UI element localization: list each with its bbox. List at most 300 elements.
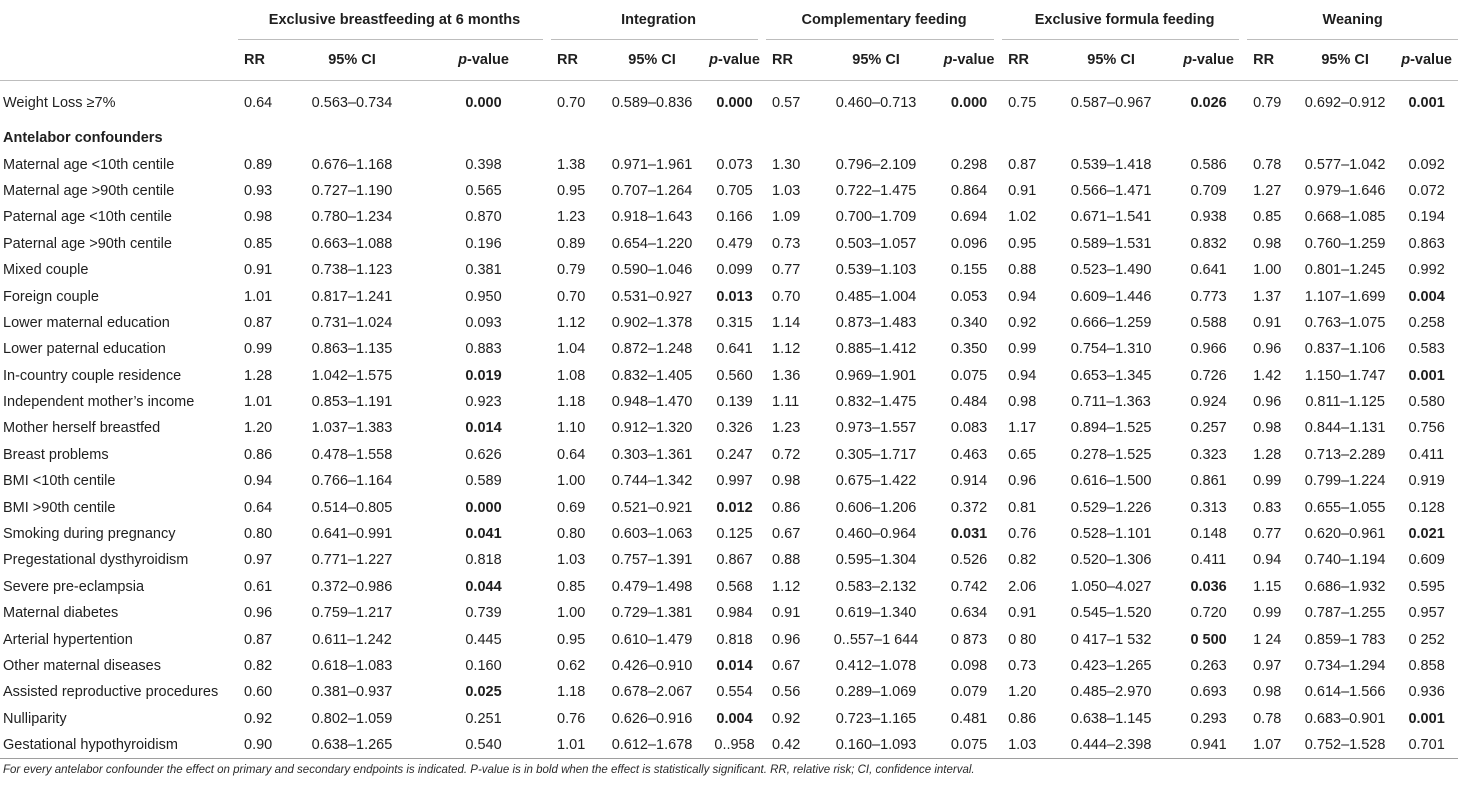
p-value-header	[936, 40, 1002, 81]
rr-cell: 0.87	[244, 631, 273, 648]
rr-cell: 0.64	[244, 499, 273, 516]
ci-cell: 0.713–2.289	[1304, 446, 1386, 463]
rr-cell: 0.95	[557, 182, 586, 199]
ci-header: 95% CI	[601, 40, 703, 81]
ci-cell: 0.521–0.921	[611, 499, 693, 516]
ci-cell: 0.799–1.224	[1304, 473, 1386, 490]
rr-cell: 1.01	[244, 288, 273, 305]
rr-cell: 0.94	[1008, 288, 1037, 305]
rr-cell: 0.77	[772, 262, 801, 279]
row-label: Foreign couple	[3, 288, 99, 305]
p-letter: p	[1183, 52, 1193, 68]
rr-cell: 0.91	[1253, 314, 1282, 331]
group-header: Complementary feeding	[766, 0, 1002, 40]
table-row	[0, 231, 1458, 257]
row-label: Nulliparity	[3, 710, 67, 727]
table-row	[0, 389, 1458, 415]
p-value-cell: 0.923	[465, 394, 502, 411]
p-value-cell: 0.957	[1408, 605, 1445, 622]
p-value-cell: 0.526	[950, 552, 988, 569]
row-label: Breast problems	[3, 446, 109, 463]
row-label: Other maternal diseases	[3, 658, 161, 674]
table-row	[0, 547, 1458, 573]
group-header: Exclusive formula feeding	[1002, 0, 1247, 40]
ci-cell: 0.740–1.194	[1304, 552, 1386, 569]
ci-cell: 0.638–1.145	[1070, 710, 1152, 727]
ci-cell: 0.729–1.381	[611, 605, 693, 622]
ci-cell: 0.595–1.304	[835, 552, 917, 569]
table-row	[0, 283, 1458, 309]
rr-cell: 0.57	[766, 81, 816, 126]
p-value-cell: 0.992	[1408, 262, 1445, 279]
ci-cell: 0.801–1.245	[1304, 262, 1386, 279]
p-value-cell: 0.481	[950, 710, 988, 727]
ci-header: 95% CI	[816, 40, 936, 81]
ci-cell: 0.539–1.103	[835, 262, 917, 279]
ci-cell: 0.754–1.310	[1070, 341, 1152, 358]
ci-cell: 0.885–1.412	[835, 341, 917, 358]
rr-cell: 0.64	[238, 81, 288, 126]
rr-cell: 0.70	[551, 81, 601, 126]
ci-cell: 0.979–1.646	[1304, 182, 1386, 199]
rr-cell: 1.04	[557, 341, 586, 358]
rr-cell: 1.18	[557, 684, 586, 701]
p-value-cell: 0.588	[1190, 314, 1227, 331]
p-value-cell: 0.000	[416, 81, 551, 126]
p-value-cell: 0.595	[1408, 578, 1445, 595]
rr-cell: 0.79	[557, 262, 586, 279]
rr-cell: 0.91	[244, 262, 273, 279]
ci-cell: 0.787–1.255	[1304, 605, 1386, 622]
p-value-cell: 0.966	[1190, 341, 1227, 358]
p-value-cell: 0.936	[1408, 684, 1445, 701]
p-value-cell: 0.950	[465, 288, 502, 305]
table-row	[0, 204, 1458, 230]
rr-cell: 1.23	[772, 420, 801, 437]
p-letter: p	[458, 52, 467, 68]
ci-cell: 0.444–2.398	[1052, 732, 1170, 759]
p-value-cell: 0.251	[465, 710, 502, 727]
ci-cell: 0.160–1.093	[816, 732, 936, 759]
rr-cell: 0.78	[1253, 710, 1282, 727]
table-row	[0, 310, 1458, 336]
p-value-cell: 0.634	[950, 605, 988, 622]
table-row	[0, 706, 1458, 732]
rr-cell: 0.62	[557, 658, 586, 674]
p-value-cell: 0.705	[716, 182, 753, 199]
ci-cell: 0.894–1.525	[1070, 420, 1152, 437]
p-value-cell: 0.372	[950, 499, 988, 516]
row-label: Mixed couple	[3, 262, 89, 279]
rr-cell: 0 80	[1008, 631, 1037, 648]
ci-cell: 0.873–1.483	[835, 314, 917, 331]
p-value-cell: 0.914	[950, 473, 988, 490]
ci-cell: 0.973–1.557	[835, 420, 917, 437]
rr-cell: 0.97	[244, 552, 273, 569]
rr-cell: 0.89	[557, 235, 586, 252]
p-value-cell: 0.326	[716, 420, 753, 437]
rr-cell: 0.92	[772, 710, 801, 727]
p-value-cell: 0.411	[1190, 552, 1227, 569]
rr-cell: 0.97	[1253, 658, 1282, 674]
ci-header: 95% CI	[288, 40, 416, 81]
p-value-cell: 0.014	[465, 420, 502, 437]
ci-cell: 0.722–1.475	[835, 182, 917, 199]
rr-cell: 0.78	[1253, 156, 1282, 173]
p-value-cell: 0.128	[1408, 499, 1445, 516]
rr-cell: 0.91	[772, 605, 801, 622]
rr-cell: 0.82	[244, 658, 273, 674]
ci-cell: 0.641–0.991	[311, 526, 393, 543]
p-value-cell: 0.000	[465, 499, 502, 516]
ci-cell: 0.609–1.446	[1070, 288, 1152, 305]
group-header: Integration	[551, 0, 766, 40]
p-value-cell: 0.160	[465, 658, 502, 674]
ci-cell: 0.796–2.109	[835, 156, 917, 173]
p-value-cell: 0.036	[1190, 578, 1227, 595]
rr-header: RR	[551, 40, 601, 81]
p-value-cell: 0.773	[1190, 288, 1227, 305]
rr-cell: 1.14	[772, 314, 801, 331]
ci-cell: 0.676–1.168	[311, 156, 393, 173]
rr-cell: 0.42	[766, 732, 816, 759]
p-value-cell: 0.398	[465, 156, 502, 173]
p-value-cell: 0.941	[1170, 732, 1247, 759]
p-suffix: -value	[718, 52, 760, 68]
ci-header: 95% CI	[1052, 40, 1170, 81]
ci-cell: 0.626–0.916	[611, 710, 693, 727]
row-label: Lower maternal education	[3, 314, 170, 331]
p-value-cell: 0.694	[950, 209, 988, 226]
rr-header: RR	[766, 40, 816, 81]
rr-cell: 1.03	[1002, 732, 1052, 759]
p-value-cell: 0.583	[1408, 341, 1445, 358]
row-label: Assisted reproductive procedures	[3, 684, 219, 701]
rr-cell: 0.92	[1008, 314, 1037, 331]
section-row	[0, 125, 1458, 151]
table-row	[0, 600, 1458, 626]
ci-cell: 0.412–1.078	[835, 658, 917, 674]
rr-cell: 0.96	[1253, 394, 1282, 411]
row-label: Weight Loss ≥7%	[0, 81, 238, 126]
table-row	[0, 468, 1458, 494]
ci-cell: 0.603–1.063	[611, 526, 693, 543]
table-row	[0, 415, 1458, 441]
table-row	[0, 363, 1458, 389]
p-value-cell: 0.001	[1408, 367, 1445, 384]
p-value-cell: 0.041	[465, 526, 502, 543]
rr-cell: 1.08	[557, 367, 586, 384]
row-label: In-country couple residence	[3, 367, 182, 384]
p-value-cell: 0.026	[1170, 81, 1247, 126]
p-value-cell: 0.609	[1408, 552, 1445, 569]
rr-cell: 0.94	[244, 473, 273, 490]
p-value-cell: 0.315	[716, 314, 753, 331]
rr-cell: 2.06	[1008, 578, 1037, 595]
p-value-cell: 0.580	[1408, 394, 1445, 411]
rr-cell: 1.37	[1253, 288, 1282, 305]
table-header	[0, 0, 1458, 81]
rr-cell: 0.80	[557, 526, 586, 543]
rr-cell: 0.85	[1253, 209, 1282, 226]
ci-cell: 0.460–0.713	[816, 81, 936, 126]
rr-cell: 0.91	[1008, 605, 1037, 622]
rr-cell: 1.03	[557, 552, 586, 569]
p-value-cell: 0.883	[465, 341, 502, 358]
p-value-cell: 0.125	[716, 526, 753, 543]
rr-header: RR	[1002, 40, 1052, 81]
row-label: Mother herself breastfed	[3, 420, 161, 437]
ci-cell: 0.485–2.970	[1070, 684, 1152, 701]
p-value-cell: 0.001	[1395, 81, 1458, 126]
rr-cell: 0.98	[1253, 684, 1282, 701]
rr-cell: 1.30	[772, 156, 801, 173]
p-value-cell: 0.298	[950, 156, 988, 173]
rr-cell: 0.70	[557, 288, 586, 305]
ci-cell: 0.700–1.709	[835, 209, 917, 226]
p-value-cell: 0.709	[1190, 182, 1227, 199]
rr-cell: 1.23	[557, 209, 586, 226]
group-header: Exclusive breastfeeding at 6 months	[238, 0, 551, 40]
ci-cell: 0.666–1.259	[1070, 314, 1152, 331]
p-value-header	[1395, 40, 1458, 81]
rr-cell: 1.20	[1008, 684, 1037, 701]
table-row	[0, 494, 1458, 520]
ci-cell: 0.485–1.004	[835, 288, 917, 305]
ci-cell: 1.050–4.027	[1070, 578, 1152, 595]
row-label: Arterial hypertention	[3, 631, 133, 648]
ci-cell: 0.614–1.566	[1304, 684, 1386, 701]
p-value-cell: 0.000	[936, 81, 1002, 126]
ci-cell: 0.423–1.265	[1070, 658, 1152, 674]
ci-cell: 0.303–1.361	[611, 446, 693, 463]
p-value-cell: 0.381	[465, 262, 502, 279]
rr-cell: 1.00	[557, 473, 586, 490]
ci-cell: 0.503–1.057	[835, 235, 917, 252]
rr-cell: 0.95	[557, 631, 586, 648]
p-value-cell: 0.560	[716, 367, 753, 384]
ci-header: 95% CI	[1295, 40, 1395, 81]
ci-cell: 0.912–1.320	[611, 420, 693, 437]
rr-cell: 1.01	[551, 732, 601, 759]
ci-cell: 0.539–1.418	[1070, 156, 1152, 173]
ci-cell: 0.583–2.132	[835, 578, 917, 595]
p-letter: p	[709, 52, 718, 68]
rr-cell: 0.83	[1253, 499, 1282, 516]
p-value-cell: 0.004	[1408, 288, 1445, 305]
rr-cell: 1.07	[1247, 732, 1295, 759]
p-value-cell: 0.075	[936, 732, 1002, 759]
rr-cell: 0.96	[244, 605, 273, 622]
p-value-cell: 0.072	[1408, 182, 1445, 199]
p-value-cell: 0.938	[1190, 209, 1227, 226]
p-value-cell: 0.479	[716, 235, 753, 252]
table-row	[0, 178, 1458, 204]
p-value-cell: 0.626	[465, 446, 502, 463]
rr-cell: 0.99	[1008, 341, 1037, 358]
ci-cell: 0.616–1.500	[1070, 473, 1152, 490]
row-label: Maternal diabetes	[3, 605, 119, 622]
p-suffix: -value	[1410, 52, 1452, 68]
rr-cell: 0.87	[1008, 156, 1037, 173]
p-value-cell: 0.092	[1408, 156, 1445, 173]
p-value-cell: 0.463	[950, 446, 988, 463]
p-value-cell: 0.870	[465, 209, 502, 226]
rr-cell: 1.00	[557, 605, 586, 622]
ci-cell: 0.711–1.363	[1071, 394, 1151, 411]
p-value-cell: 0.756	[1408, 420, 1445, 437]
rr-cell: 0.99	[1253, 605, 1282, 622]
rr-cell: 1.09	[772, 209, 801, 226]
ci-cell: 0.853–1.191	[311, 394, 393, 411]
rr-cell: 0.82	[1008, 552, 1037, 569]
row-label: Paternal age >90th centile	[3, 235, 172, 252]
ci-cell: 1.150–1.747	[1304, 367, 1386, 384]
p-value-cell: 0.013	[716, 288, 753, 305]
p-value-cell: 0 873	[950, 631, 988, 648]
ci-cell: 0.479–1.498	[611, 578, 693, 595]
rr-header: RR	[238, 40, 288, 81]
ci-cell: 0.663–1.088	[311, 235, 393, 252]
ci-cell: 0.766–1.164	[311, 473, 393, 490]
rr-cell: 0.88	[772, 552, 801, 569]
ci-cell: 0.727–1.190	[311, 182, 393, 199]
rr-cell: 1 24	[1253, 631, 1282, 648]
p-value-cell: 0.014	[716, 658, 753, 674]
header-blank	[0, 0, 238, 40]
rr-cell: 1.38	[557, 156, 586, 173]
ci-cell: 0.460–0.964	[835, 526, 917, 543]
row-label: Maternal age <10th centile	[3, 156, 175, 173]
p-value-cell: 0.053	[950, 288, 988, 305]
table-footnote: For every antelabor confounder the effect on primary and secondary endpoints is indicated. P-value is in bold when the effect is statistically significant. RR, relative risk; CI, confidence interval.	[3, 764, 975, 776]
p-value-header	[1170, 40, 1247, 81]
rr-cell: 0.98	[772, 473, 801, 490]
p-value-cell: 0.832	[1190, 235, 1227, 252]
ci-cell: 0.844–1.131	[1304, 420, 1386, 437]
rr-cell: 0.98	[1253, 235, 1282, 252]
table-row	[0, 442, 1458, 468]
p-value-cell: 0.340	[950, 314, 988, 331]
row-label: Paternal age <10th centile	[3, 209, 172, 226]
p-value-cell: 0.586	[1190, 156, 1227, 173]
p-value-cell: 0.411	[1409, 446, 1445, 463]
p-value-cell: 0.818	[716, 631, 753, 648]
p-value-cell: 0.099	[716, 262, 753, 279]
ci-cell: 0.545–1.520	[1070, 605, 1152, 622]
p-letter: p	[1401, 52, 1411, 68]
ci-cell: 0.563–0.734	[288, 81, 416, 126]
rr-cell: 0.86	[1008, 710, 1037, 727]
table-row	[0, 653, 1458, 679]
rr-cell: 1.18	[557, 394, 586, 411]
ci-cell: 0.817–1.241	[311, 288, 393, 305]
ci-cell: 0.531–0.927	[611, 288, 693, 305]
p-value-header	[416, 40, 551, 81]
section-label: Antelabor confounders	[3, 130, 163, 147]
p-value-cell: 0.196	[465, 235, 502, 252]
ci-cell: 0.590–1.046	[611, 262, 693, 279]
p-value-cell: 0.350	[950, 341, 988, 358]
rr-cell: 0.80	[244, 526, 273, 543]
rr-cell: 0.67	[772, 658, 801, 674]
ci-cell: 0.863–1.135	[311, 341, 393, 358]
p-value-cell: 0.093	[465, 314, 502, 331]
p-value-cell: 0.726	[1190, 367, 1227, 384]
ci-cell: 0.529–1.226	[1070, 499, 1152, 516]
rr-cell: 0.99	[1253, 473, 1282, 490]
p-value-cell: 0.861	[1190, 473, 1227, 490]
rr-cell: 1.12	[557, 314, 586, 331]
ci-cell: 0.918–1.643	[611, 209, 693, 226]
row-label: Independent mother’s income	[3, 394, 195, 411]
p-value-cell: 0.693	[1190, 684, 1227, 701]
p-value-cell: 0.031	[950, 526, 988, 543]
rr-cell: 0.98	[1008, 394, 1037, 411]
group-header: Weaning	[1247, 0, 1458, 40]
ci-cell: 0.678–2.067	[611, 684, 693, 701]
p-value-cell: 0.025	[465, 684, 502, 701]
ci-cell: 0.948–1.470	[611, 394, 693, 411]
p-value-cell: 0.000	[703, 81, 766, 126]
ci-cell: 0.611–1.242	[312, 631, 392, 648]
ci-cell: 0..557–1 644	[833, 631, 919, 648]
p-value-cell: 0.323	[1190, 446, 1227, 463]
ci-cell: 0.612–1.678	[601, 732, 703, 759]
ci-cell: 0.738–1.123	[311, 262, 393, 279]
rr-cell: 1.10	[557, 420, 586, 437]
ci-cell: 0.763–1.075	[1304, 314, 1386, 331]
ci-cell: 1.042–1.575	[311, 367, 393, 384]
p-value-cell: 0.701	[1395, 732, 1458, 759]
rr-cell: 0.72	[772, 446, 801, 463]
ci-cell: 0 417–1 532	[1070, 631, 1152, 648]
row-label: Lower paternal education	[3, 341, 166, 358]
p-value-cell: 0.720	[1190, 605, 1227, 622]
rr-cell: 0.73	[772, 235, 801, 252]
ci-cell: 0.902–1.378	[611, 314, 693, 331]
ci-cell: 0.859–1 783	[1304, 631, 1386, 648]
table-row	[0, 151, 1458, 177]
rr-cell: 0.96	[772, 631, 801, 648]
p-value-cell: 0 500	[1190, 631, 1227, 648]
ci-cell: 0.683–0.901	[1304, 710, 1386, 727]
ci-cell: 0.759–1.217	[311, 605, 393, 622]
ci-cell: 0.478–1.558	[311, 446, 393, 463]
table-row	[0, 521, 1458, 547]
rr-cell: 0.98	[1253, 420, 1282, 437]
rr-cell: 0.85	[557, 578, 586, 595]
ci-cell: 0.577–1.042	[1304, 156, 1386, 173]
rr-cell: 0.65	[1008, 446, 1037, 463]
rr-cell: 1.12	[772, 578, 801, 595]
p-value-cell: 0.540	[416, 732, 551, 759]
ci-cell: 0.610–1.479	[611, 631, 693, 648]
rr-cell: 1.42	[1253, 367, 1282, 384]
p-value-cell: 0.258	[1408, 314, 1445, 331]
table-row	[0, 336, 1458, 362]
ci-cell: 0.381–0.937	[311, 684, 393, 701]
p-value-cell: 0.924	[1190, 394, 1227, 411]
p-value-cell: 0.257	[1190, 420, 1227, 437]
p-value-cell: 0.148	[1190, 526, 1227, 543]
ci-cell: 0.620–0.961	[1304, 526, 1386, 543]
ci-cell: 0.671–1.541	[1070, 209, 1152, 226]
rr-cell: 0.90	[238, 732, 288, 759]
ci-cell: 0.802–1.059	[311, 710, 393, 727]
p-value-cell: 0.863	[1408, 235, 1445, 252]
p-value-cell: 0.166	[716, 209, 753, 226]
